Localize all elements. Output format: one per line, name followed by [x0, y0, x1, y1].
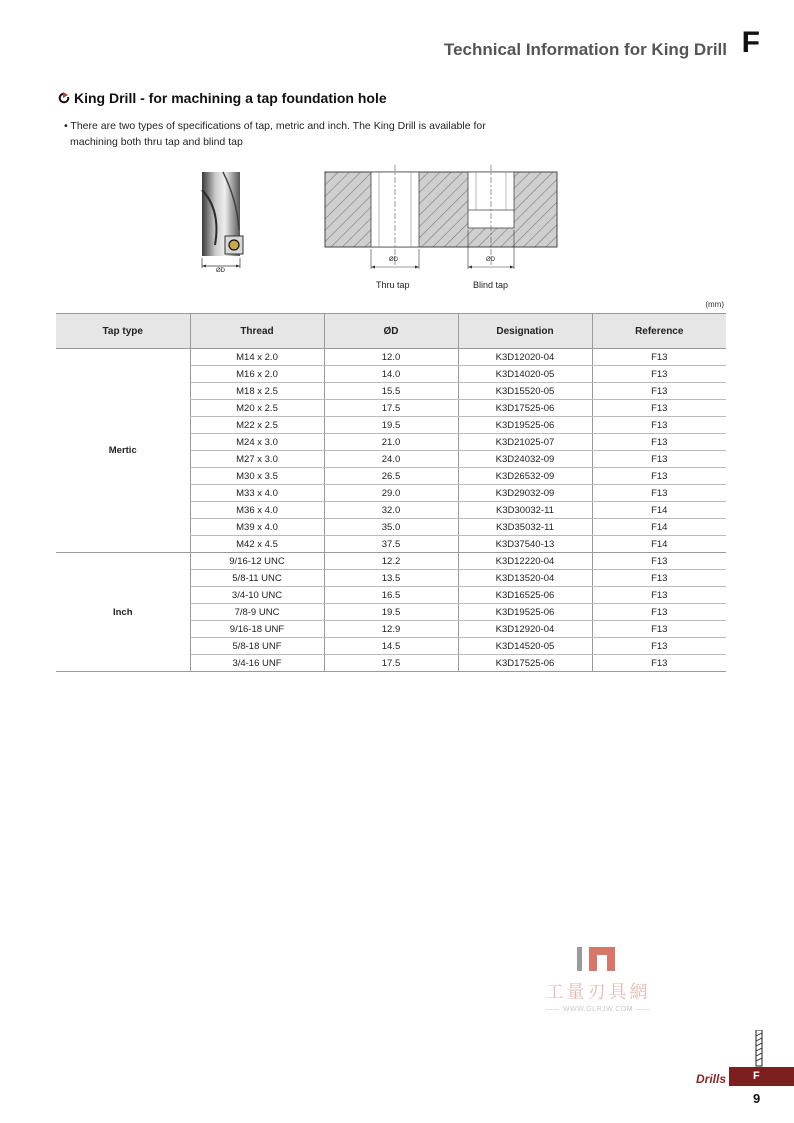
thru-tap-caption: Thru tap	[376, 280, 410, 290]
header-designation: Designation	[458, 314, 592, 349]
designation-cell: K3D12020-04	[458, 349, 592, 366]
reference-cell: F13	[592, 400, 726, 417]
designation-cell: K3D14520-05	[458, 638, 592, 655]
tap-type-cell: Mertic	[56, 349, 190, 553]
reference-cell: F13	[592, 451, 726, 468]
diameter-cell: 12.2	[324, 553, 458, 570]
watermark-logo	[528, 945, 668, 978]
diameter-cell: 12.9	[324, 621, 458, 638]
thru-diameter-label: ØD	[389, 257, 398, 263]
diameter-cell: 17.5	[324, 400, 458, 417]
section-title	[58, 90, 387, 106]
diameter-cell: 35.0	[324, 519, 458, 536]
intro-line-1: • There are two types of specifications of tap, metric and inch. The King Drill is available for	[64, 120, 486, 132]
reference-cell: F14	[592, 519, 726, 536]
thread-cell: M14 x 2.0	[190, 349, 324, 366]
header-section-letter: F	[741, 26, 760, 59]
designation-cell: K3D24032-09	[458, 451, 592, 468]
thread-cell: M30 x 3.5	[190, 468, 324, 485]
thread-cell: M27 x 3.0	[190, 451, 324, 468]
designation-cell: K3D16525-06	[458, 587, 592, 604]
designation-cell: K3D15520-05	[458, 383, 592, 400]
designation-cell: K3D30032-11	[458, 502, 592, 519]
reference-cell: F13	[592, 417, 726, 434]
thread-cell: M24 x 3.0	[190, 434, 324, 451]
blind-tap-caption: Blind tap	[473, 280, 509, 290]
diameter-cell: 12.0	[324, 349, 458, 366]
header-thread: Thread	[190, 314, 324, 349]
footer-section-tab: F	[729, 1067, 794, 1086]
page-number: 9	[753, 1091, 761, 1106]
circular-arrow-icon	[58, 92, 70, 104]
diameter-cell: 21.0	[324, 434, 458, 451]
diameter-cell: 15.5	[324, 383, 458, 400]
reference-cell: F13	[592, 587, 726, 604]
diameter-cell: 14.5	[324, 638, 458, 655]
reference-cell: F13	[592, 553, 726, 570]
reference-cell: F13	[592, 655, 726, 672]
watermark-text: 工量刃具網	[545, 982, 651, 1003]
thread-cell: 3/4-10 UNC	[190, 587, 324, 604]
blind-diameter-label: ØD	[486, 257, 495, 263]
reference-cell: F13	[592, 434, 726, 451]
table-row	[56, 349, 726, 366]
drill-illustration	[195, 170, 255, 275]
designation-cell: K3D19525-06	[458, 417, 592, 434]
unit-note: (mm)	[705, 300, 724, 309]
reference-cell: F13	[592, 485, 726, 502]
designation-cell: K3D29032-09	[458, 485, 592, 502]
diameter-cell: 26.5	[324, 468, 458, 485]
thread-cell: 5/8-11 UNC	[190, 570, 324, 587]
designation-cell: K3D17525-06	[458, 400, 592, 417]
thread-cell: 7/8-9 UNC	[190, 604, 324, 621]
watermark	[528, 945, 668, 1013]
thread-cell: M33 x 4.0	[190, 485, 324, 502]
reference-cell: F13	[592, 349, 726, 366]
section-title-text: King Drill - for machining a tap foundation hole	[74, 90, 387, 106]
diameter-cell: 16.5	[324, 587, 458, 604]
designation-cell: K3D12920-04	[458, 621, 592, 638]
thread-cell: M18 x 2.5	[190, 383, 324, 400]
designation-cell: K3D12220-04	[458, 553, 592, 570]
header-tap-type: Tap type	[56, 314, 190, 349]
thread-cell: 3/4-16 UNF	[190, 655, 324, 672]
king-drill-spec-table	[56, 313, 726, 672]
intro-text	[64, 118, 544, 150]
tap-cross-section	[322, 165, 562, 275]
header-title: Technical Information for King Drill	[443, 40, 727, 59]
designation-cell: K3D14020-05	[458, 366, 592, 383]
table-header-row	[56, 314, 726, 349]
diameter-cell: 13.5	[324, 570, 458, 587]
footer-section-name: Drills	[695, 1072, 726, 1086]
diameter-cell: 19.5	[324, 417, 458, 434]
diameter-cell: 37.5	[324, 536, 458, 553]
reference-cell: F13	[592, 621, 726, 638]
designation-cell: K3D17525-06	[458, 655, 592, 672]
intro-line-2: machining both thru tap and blind tap	[70, 136, 243, 148]
thread-cell: M20 x 2.5	[190, 400, 324, 417]
header-reference: Reference	[592, 314, 726, 349]
thread-cell: M39 x 4.0	[190, 519, 324, 536]
drill-bit-icon	[753, 1030, 765, 1067]
designation-cell: K3D19525-06	[458, 604, 592, 621]
diameter-cell: 14.0	[324, 366, 458, 383]
reference-cell: F13	[592, 383, 726, 400]
reference-cell: F13	[592, 468, 726, 485]
designation-cell: K3D37540-13	[458, 536, 592, 553]
thread-cell: 5/8-18 UNF	[190, 638, 324, 655]
designation-cell: K3D13520-04	[458, 570, 592, 587]
thread-cell: M16 x 2.0	[190, 366, 324, 383]
diameter-cell: 24.0	[324, 451, 458, 468]
diameter-cell: 17.5	[324, 655, 458, 672]
diameter-cell: 19.5	[324, 604, 458, 621]
reference-cell: F13	[592, 604, 726, 621]
watermark-url: —— WWW.GLRJW.COM ——	[545, 1006, 651, 1013]
designation-cell: K3D26532-09	[458, 468, 592, 485]
header-diameter: ØD	[324, 314, 458, 349]
reference-cell: F13	[592, 638, 726, 655]
diameter-cell: 29.0	[324, 485, 458, 502]
thread-cell: 9/16-12 UNC	[190, 553, 324, 570]
designation-cell: K3D21025-07	[458, 434, 592, 451]
drill-diameter-label: ØD	[216, 268, 225, 274]
tap-type-cell: Inch	[56, 553, 190, 672]
table-row	[56, 553, 726, 570]
reference-cell: F13	[592, 366, 726, 383]
thread-cell: M22 x 2.5	[190, 417, 324, 434]
thread-cell: M36 x 4.0	[190, 502, 324, 519]
reference-cell: F13	[592, 570, 726, 587]
reference-cell: F14	[592, 536, 726, 553]
reference-cell: F14	[592, 502, 726, 519]
diameter-cell: 32.0	[324, 502, 458, 519]
thread-cell: M42 x 4.5	[190, 536, 324, 553]
thread-cell: 9/16-18 UNF	[190, 621, 324, 638]
designation-cell: K3D35032-11	[458, 519, 592, 536]
